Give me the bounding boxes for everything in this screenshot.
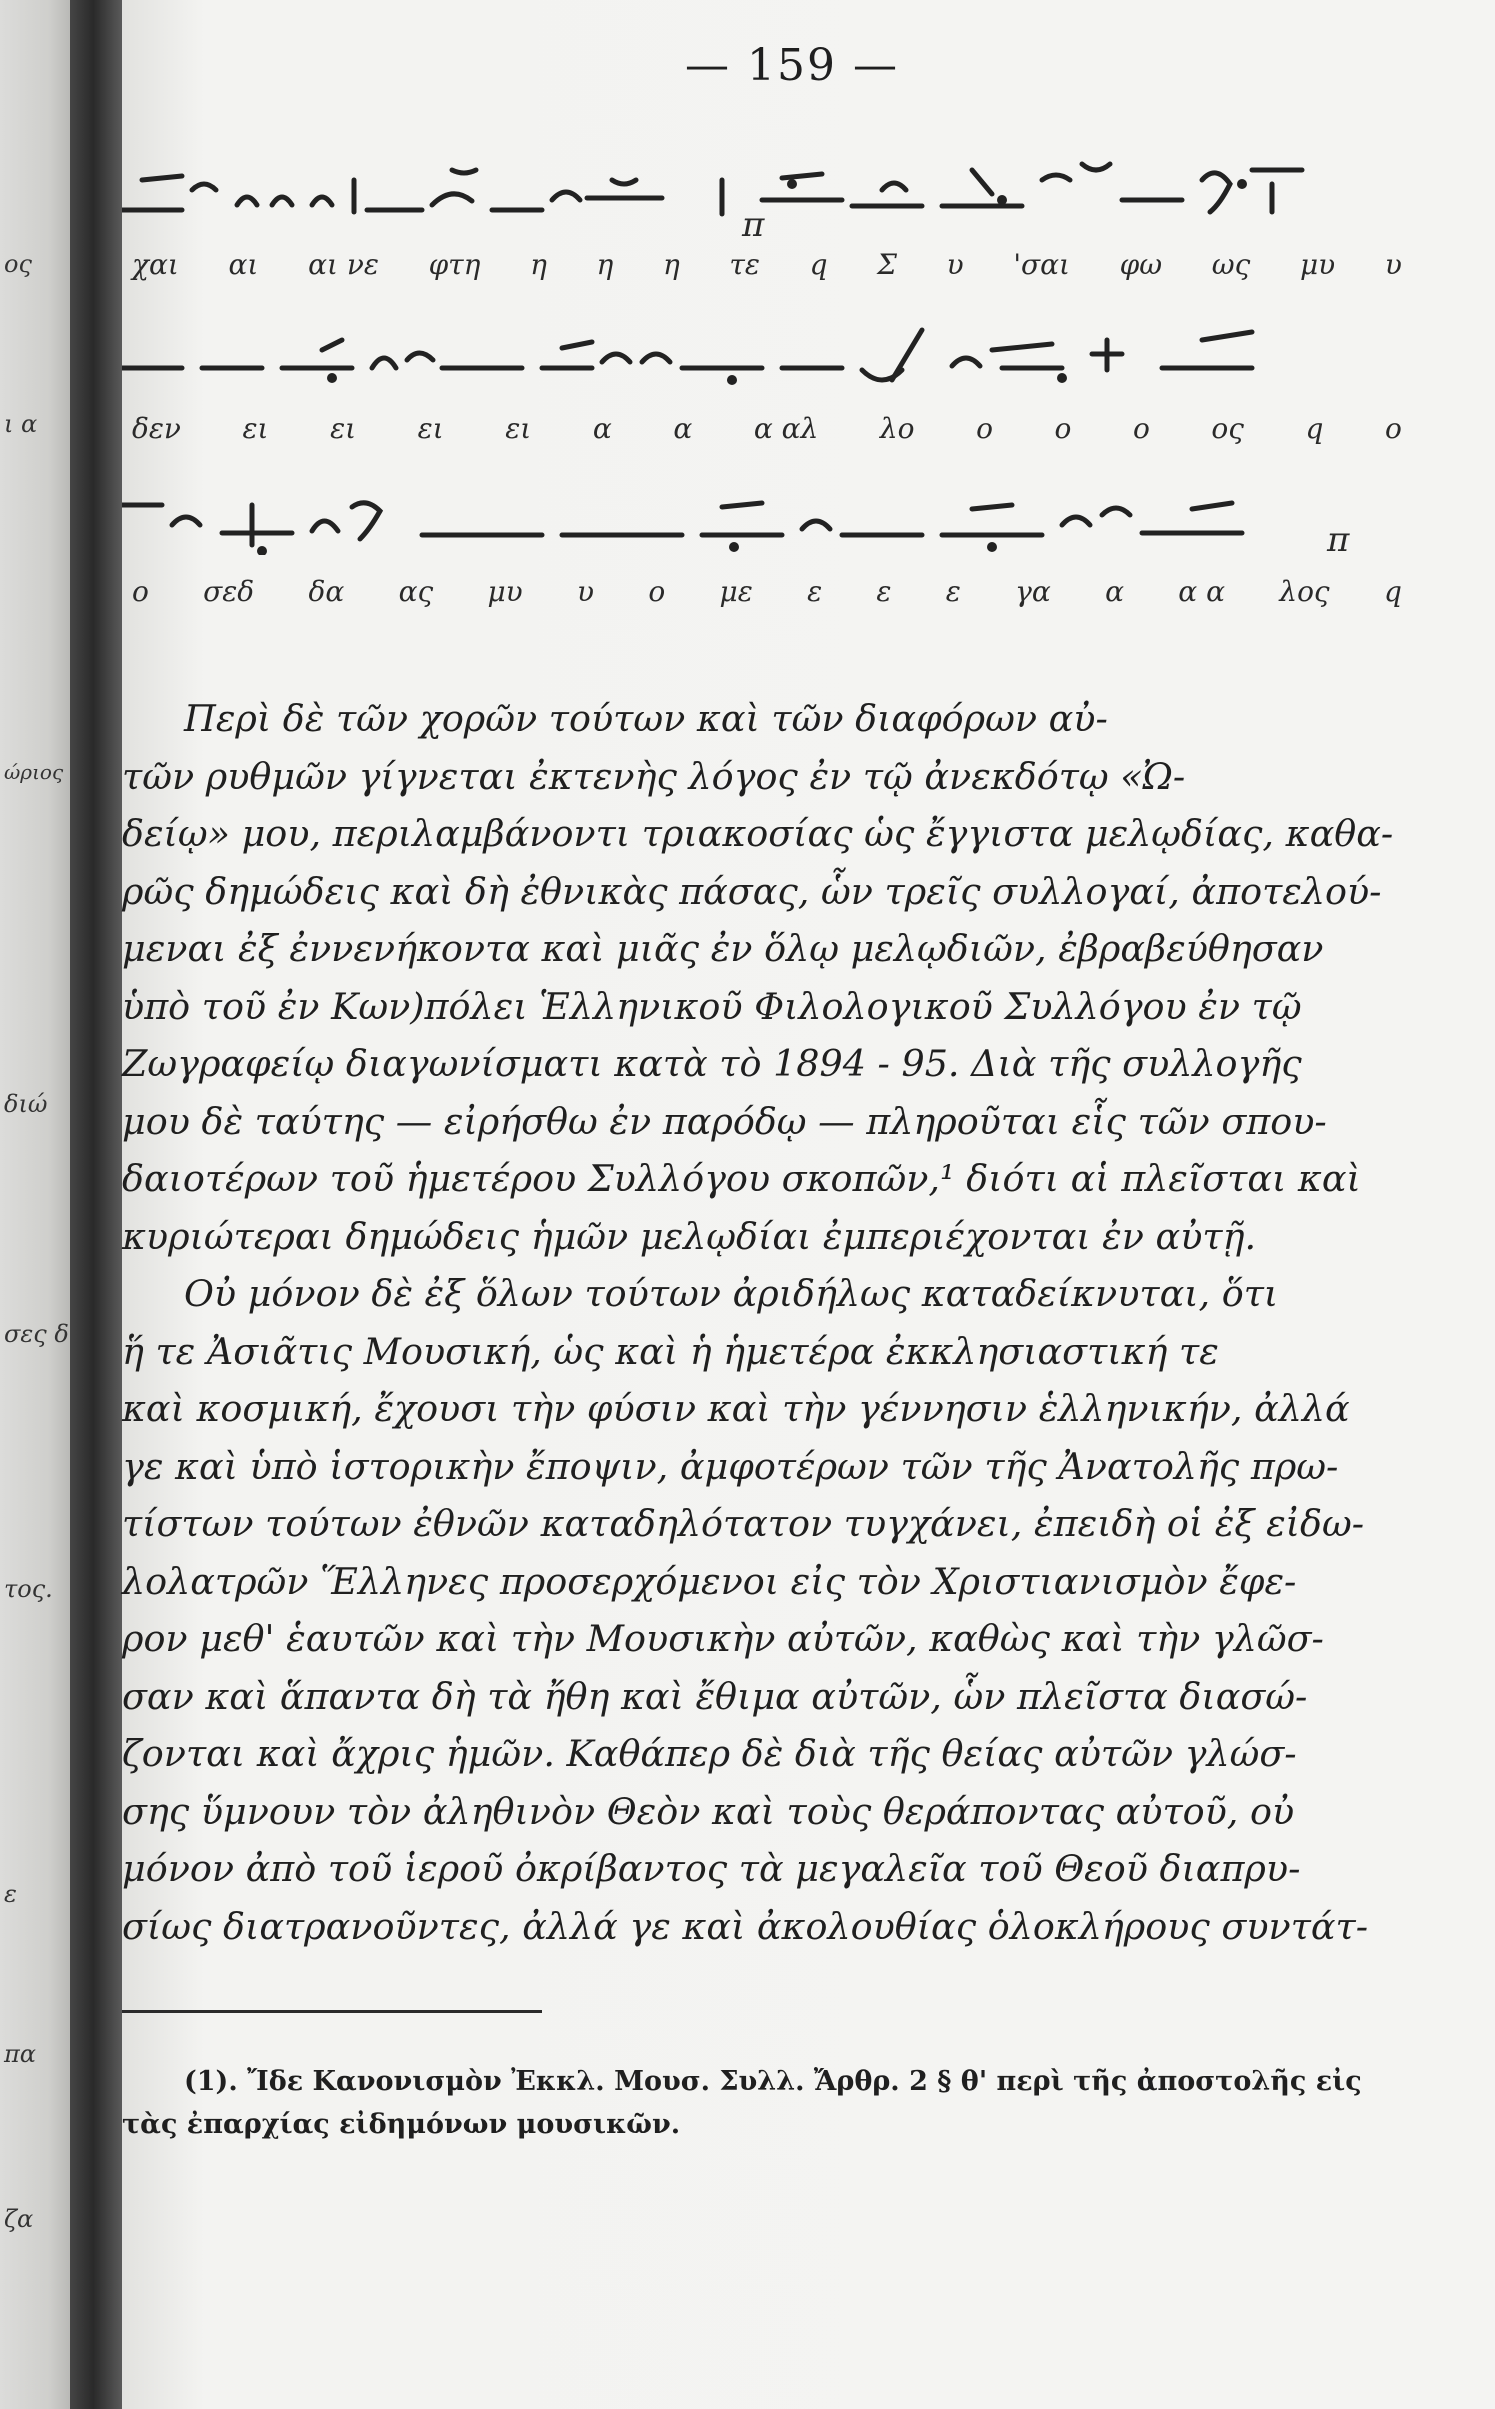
margin-fragment: διώ [4,1090,48,1118]
syllable: υ [577,575,595,608]
syllable: q [1305,412,1324,445]
margin-fragment: τος. [4,1575,53,1603]
syllable: ει [242,412,269,445]
text-line: ρῶς δημώδεις καὶ δὴ ἐθνικὰς πάσας, ὧν τρεῖς συλλογαί, ἀποτελού- [122,869,1382,913]
margin-fragment: ε [4,1880,17,1908]
text-line: ρον μεθ' ἑαυτῶν καὶ τὴν Μουσικὴν αὐτῶν, καθὼς καὶ τὴν γλῶσ- [122,1617,1324,1660]
adjacent-page-strip [0,0,70,2409]
text-line: Οὐ μόνον δὲ ἐξ ὅλων τούτων ἀριδήλως καταδείκνυται, ὅτι [184,1272,1279,1315]
text-line: γε καὶ ὑπὸ ἱστορικὴν ἔποψιν, ἀμφοτέρων τῶν τῆς Ἀνατολῆς πρω- [122,1444,1339,1488]
syllable: χαι [132,248,179,281]
text-line: τίστων τούτων ἐθνῶν καταδηλότατον τυγχάνει, ἐπειδὴ οἱ ἐξ εἰδω- [122,1502,1365,1545]
syllable: η [530,248,547,281]
syllable: ο [976,412,993,445]
syllable: 'σαι [1013,248,1071,281]
chant-mark: π [1327,520,1350,560]
margin-fragment: ος [4,250,32,278]
syllable: τε [729,248,760,281]
syllable: q [809,248,828,281]
syllable: υ [946,248,964,281]
syllable: α αλ [753,412,819,445]
book-page [122,0,1495,2409]
footnote-line: (1). Ἴδε Κανονισμὸν Ἐκκλ. Μουσ. Συλλ. Ἄρθρ. 2 § θ' περὶ τῆς ἀποστολῆς εἰς [184,2066,1362,2097]
text-line: καὶ κοσμική, ἔχουσι τὴν φύσιν καὶ τὴν γέννησιν ἑλληνικήν, ἀλλά [122,1387,1350,1430]
syllable: ε [945,575,961,608]
text-line: δαιοτέρων τοῦ ἡμετέρου Συλλόγου σκοπῶν,¹ διότι αἱ πλεῖσται καὶ [122,1157,1361,1200]
text-line: ὑπὸ τοῦ ἐν Κων)πόλει Ἑλληνικοῦ Φιλολογικοῦ Συλλόγου ἐν τῷ [122,984,1302,1028]
margin-fragment: πα [4,2040,36,2068]
syllable: α α [1178,575,1226,608]
text-line: σης ὕμνουν τὸν ἀληθινὸν Θεὸν καὶ τοὺς θεράποντας αὐτοῦ, οὐ [122,1789,1295,1833]
syllable: ο [648,575,666,608]
syllable: φτη [428,248,481,281]
syllable: υ [1384,248,1402,281]
syllable-row-1 [132,248,1402,281]
text-line: ζονται καὶ ἄχρις ἡμῶν. Καθάπερ δὲ διὰ τῆς θείας αὐτῶν γλώσ- [122,1732,1297,1775]
book-gutter [70,0,122,2409]
margin-fragment: ώριος [4,760,64,784]
syllable: ος [1211,412,1244,445]
text-line: μεναι ἐξ ἐννενήκοντα καὶ μιᾶς ἐν ὅλῳ μελῳδιῶν, ἐβραβεύθησαν [122,927,1324,970]
text-line: Ζωγραφείῳ διαγωνίσματι κατὰ τὸ 1894 - 95. Διὰ τῆς συλλογῆς [122,1042,1302,1085]
text-line: τῶν ρυθμῶν γίγνεται ἐκτενὴς λόγος ἐν τῷ ἀνεκδότῳ «Ὠ- [122,754,1186,798]
syllable: α [592,412,612,445]
syllable: ο [132,575,149,608]
margin-fragment: ζα [4,2205,34,2233]
syllable: αι νε [308,248,379,281]
syllable: μυ [1299,248,1336,281]
page-number: — 159 — [685,40,899,91]
syllable-row-2 [132,412,1402,445]
syllable: δα [308,575,345,608]
syllable: q [1383,575,1402,608]
neume-row-2 [122,320,1382,390]
syllable: δεν [132,412,181,445]
neume-notation-icon [122,320,1382,390]
syllable: Σ [877,248,897,281]
text-line: μου δὲ ταύτης — εἰρήσθω ἐν παρόδῳ — πληροῦται εἷς τῶν σπου- [122,1099,1327,1143]
syllable: ει [330,412,357,445]
syllable: ο [1054,412,1072,445]
syllable: λος [1279,575,1330,608]
footnote-divider [122,2010,542,2013]
syllable: σεδ [203,575,255,608]
syllable: ει [505,412,532,445]
syllable: ο [1132,412,1150,445]
syllable: φω [1119,248,1163,281]
margin-fragment: σες δ [4,1320,69,1348]
syllable: ας [398,575,434,608]
syllable: λο [879,412,915,445]
margin-fragment: ι α [4,410,38,438]
text-line: μόνον ἀπὸ τοῦ ἱεροῦ ὀκρίβαντος τὰ μεγαλεῖα τοῦ Θεοῦ διαπρυ- [122,1847,1301,1890]
syllable: α [1105,575,1124,608]
syllable: η [662,248,680,281]
syllable: ε [807,575,823,608]
footnote-line: τὰς ἐπαρχίας εἰδημόνων μουσικῶν. [122,2109,681,2140]
text-line: δείῳ» μου, περιλαμβάνοντι τριακοσίας ὡς ἔγγιστα μελῳδίας, καθα- [122,812,1394,855]
syllable-row-3 [132,575,1402,608]
syllable: αι [228,248,259,281]
text-line: κυριώτεραι δημώδεις ἡμῶν μελῳδίαι ἐμπεριέχονται ἐν αὐτῇ. [122,1214,1257,1258]
chant-mark: π [742,205,765,245]
syllable: ε [876,575,892,608]
text-line: Περὶ δὲ τῶν χορῶν τούτων καὶ τῶν διαφόρων αὐ- [184,697,1108,740]
text-line: σαν καὶ ἅπαντα δὴ τὰ ἤθη καὶ ἔθιμα αὐτῶν, ὧν πλεῖστα διασώ- [122,1674,1308,1718]
syllable: μυ [487,575,523,608]
footnote [122,2060,1402,2146]
syllable: α [673,412,693,445]
syllable: ο [1385,412,1402,445]
neume-row-3 [122,485,1382,555]
syllable: ως [1211,248,1251,281]
text-line: λολατρῶν Ἕλληνες προσερχόμενοι εἰς τὸν Χριστιανισμὸν ἔφε- [122,1559,1297,1603]
text-line: σίως διατρανοῦντες, ἀλλά γε καὶ ἀκολουθίας ὁλοκλήρους συντάτ- [122,1904,1369,1948]
body-text [122,690,1394,2140]
syllable: η [596,248,614,281]
syllable: με [719,575,753,608]
syllable: ει [417,412,444,445]
neume-notation-icon [122,485,1382,555]
text-line: ἥ τε Ἀσιᾶτις Μουσική, ὡς καὶ ἡ ἡμετέρα ἐκκλησιαστική τε [122,1329,1219,1373]
syllable: γα [1015,575,1051,608]
